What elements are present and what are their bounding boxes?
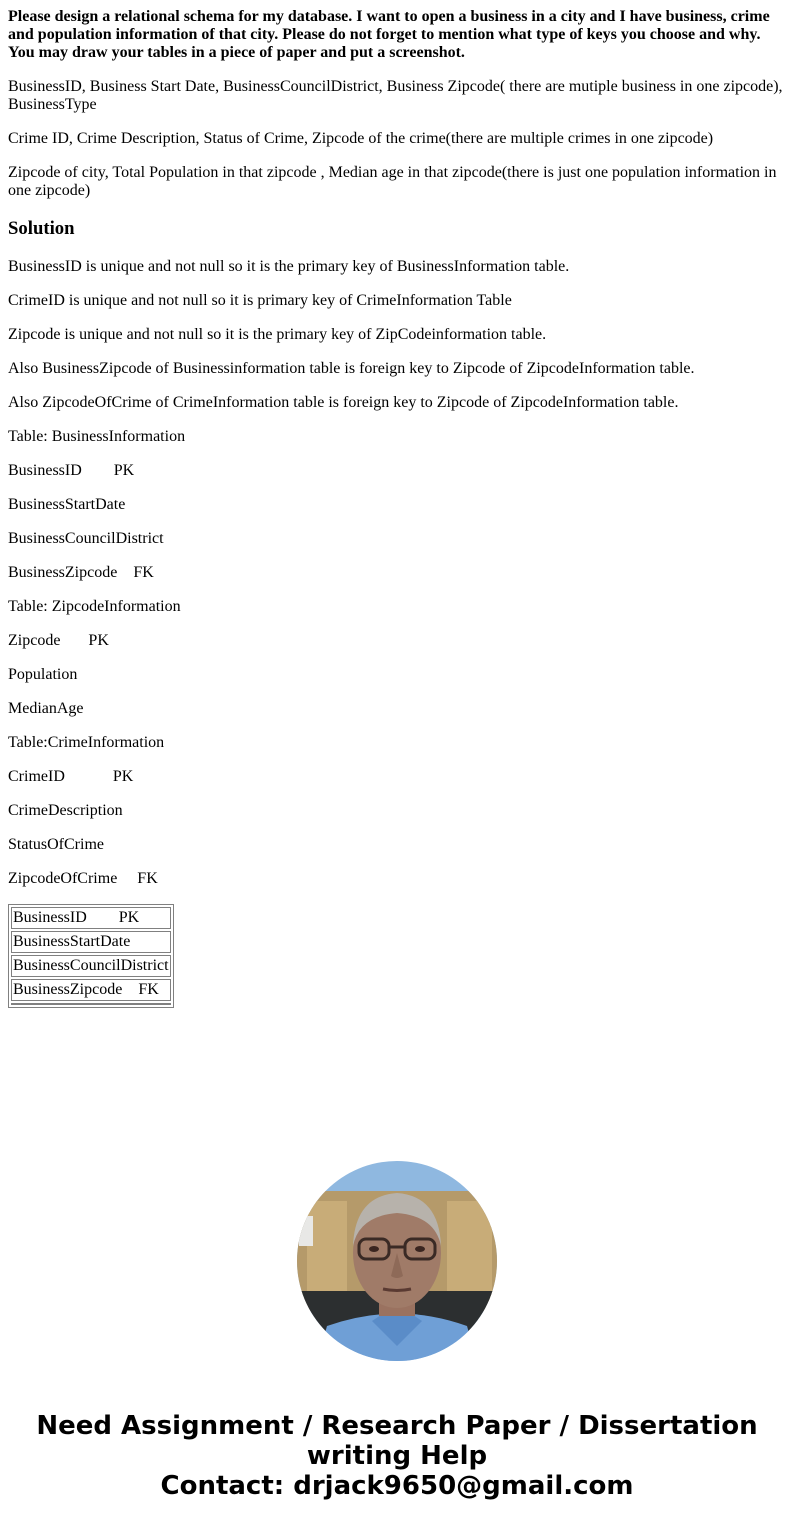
crime-column-description: CrimeDescription: [8, 802, 123, 819]
table-title-zipcode: Table: ZipcodeInformation: [8, 598, 181, 615]
table-cell: BusinessStartDate: [11, 931, 171, 953]
explanation-crime-pk: CrimeID is unique and not null so it is primary key of CrimeInformation Table: [8, 292, 512, 309]
business-column-start-date: BusinessStartDate: [8, 496, 126, 513]
business-column-zipcode: BusinessZipcode FK: [8, 564, 154, 581]
business-column-council-district: BusinessCouncilDistrict: [8, 530, 164, 547]
document-body: [0, 8, 794, 1008]
table-cell: BusinessCouncilDistrict: [11, 955, 171, 977]
zipcode-column-median-age: MedianAge: [8, 700, 84, 717]
explanation-crime-fk: Also ZipcodeOfCrime of CrimeInformation table is foreign key to Zipcode of ZipcodeInformation table.: [8, 394, 679, 411]
table-cell-empty: [11, 1003, 171, 1005]
footer-line-writing-help: writing Help: [306, 1441, 488, 1471]
question-prompt: Please design a relational schema for my database. I want to open a business in a city and I have business, crime and population information of that city. Please do not forget to mention what type of keys you choose and why. You may draw your tables in a piece of paper and put a screenshot.: [8, 8, 770, 61]
table-row: [11, 931, 171, 953]
crime-fields-text: Crime ID, Crime Description, Status of Crime, Zipcode of the crime(there are multiple crimes in one zipcode): [8, 130, 714, 147]
solution-heading: Solution: [8, 218, 75, 239]
zipcode-column-zipcode: Zipcode PK: [8, 632, 109, 649]
table-cell: BusinessZipcode FK: [11, 979, 171, 1001]
crime-column-id: CrimeID PK: [8, 768, 134, 785]
population-fields-text: Zipcode of city, Total Population in that zipcode , Median age in that zipcode(there is just one population information in one zipcode): [8, 164, 777, 199]
zipcode-column-population: Population: [8, 666, 78, 683]
explanation-business-pk: BusinessID is unique and not null so it is the primary key of BusinessInformation table.: [8, 258, 570, 275]
author-avatar: [297, 1161, 497, 1361]
business-fields-text: BusinessID, Business Start Date, BusinessCouncilDistrict, Business Zipcode( there are mutiple business in one zipcode), BusinessType: [8, 78, 783, 113]
footer-line-assignment-help: Need Assignment / Research Paper / Dissertation: [36, 1411, 758, 1441]
table-cell: BusinessID PK: [11, 907, 171, 929]
table-title-business: Table: BusinessInformation: [8, 428, 186, 445]
contact-footer: [0, 1411, 794, 1501]
table-row: [11, 955, 171, 977]
crime-column-zipcode: ZipcodeOfCrime FK: [8, 870, 158, 887]
table-title-crime: Table:CrimeInformation: [8, 734, 165, 751]
table-row: [11, 979, 171, 1001]
avatar-portrait-image: [297, 1161, 497, 1361]
table-row-empty: [11, 1003, 171, 1005]
explanation-business-fk: Also BusinessZipcode of Businessinformation table is foreign key to Zipcode of ZipcodeInformation table.: [8, 360, 695, 377]
explanation-zipcode-pk: Zipcode is unique and not null so it is the primary key of ZipCodeinformation table.: [8, 326, 547, 343]
business-column-id: BusinessID PK: [8, 462, 135, 479]
crime-column-status: StatusOfCrime: [8, 836, 104, 853]
footer-contact-email: Contact: drjack9650@gmail.com: [160, 1471, 634, 1501]
business-schema-table: [8, 904, 174, 1008]
table-row: [11, 907, 171, 929]
